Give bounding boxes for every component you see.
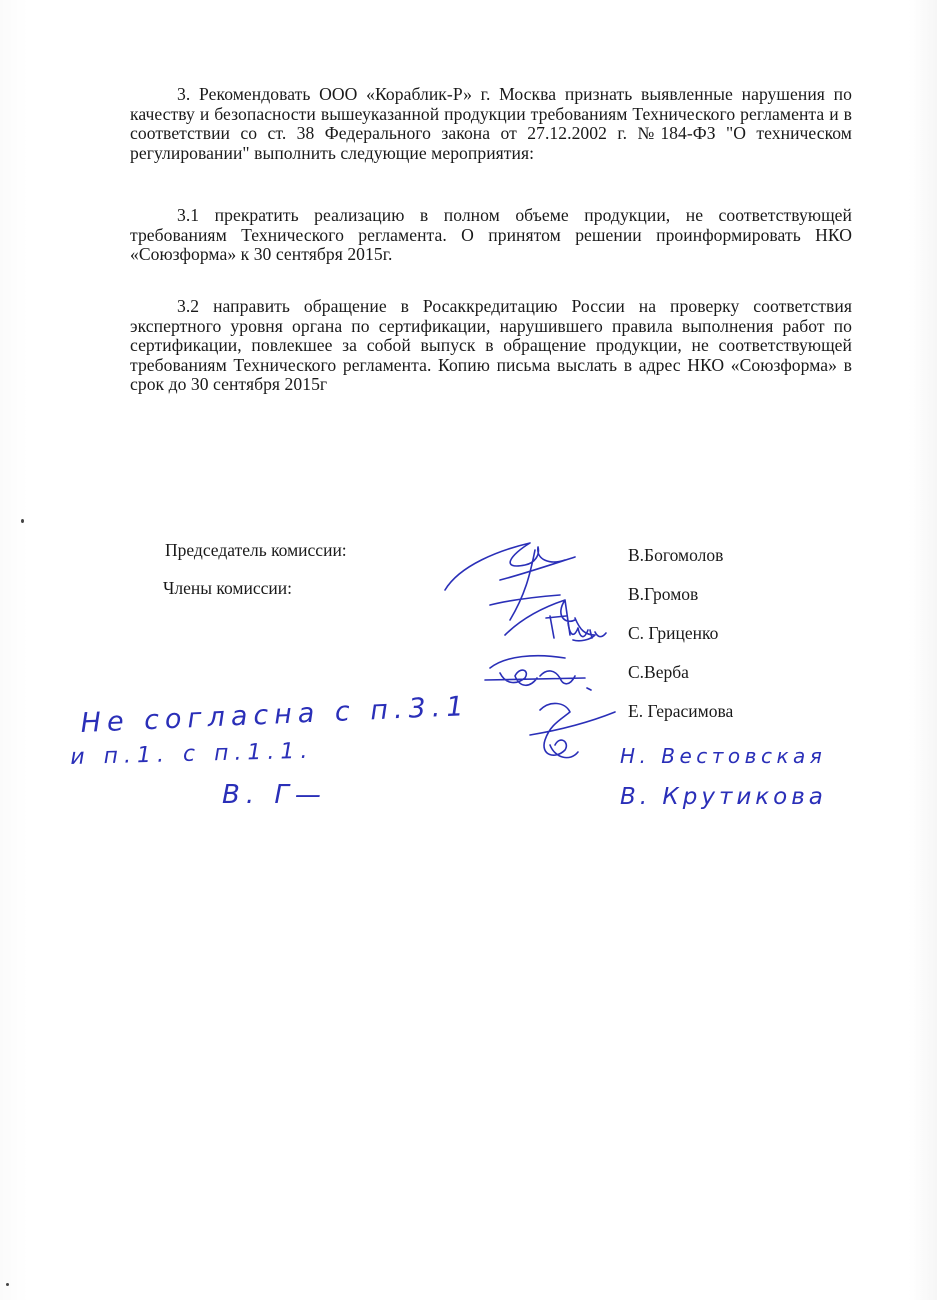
chairman-label: Председатель комиссии: bbox=[165, 540, 347, 560]
handwritten-dissent-line-2: и п.1. с п.1.1. bbox=[70, 738, 314, 770]
member-name-gromov: В.Громов bbox=[628, 584, 699, 604]
paragraph-3: 3. Рекомендовать ООО «Кораблик-Р» г. Москва признать выявленные нарушения по качеству и безопасности вышеуказанной продукции требованиям Технического регламента и в соответствии со ст. 38 Федерального закона от 27.12.2002 г. №184-ФЗ "О техническом регулировании" выполнить следующие мероприятия: bbox=[130, 84, 852, 163]
members-label: Члены комиссии: bbox=[163, 578, 292, 598]
paragraph-3-1: 3.1 прекратить реализацию в полном объеме продукции, не соответствующей требованиям Технического регламента. О принятом решении проинформировать НКО «Союзформа» к 30 сентября 2015г. bbox=[130, 205, 852, 264]
scan-speck bbox=[6, 1283, 9, 1286]
handwritten-member-vestovskaya: Н. Вестовская bbox=[620, 744, 827, 768]
handwritten-dissent-signature: В. Г— bbox=[222, 780, 327, 810]
member-name-bogomolov: В.Богомолов bbox=[628, 545, 724, 565]
scan-speck bbox=[21, 519, 24, 523]
signature-gerasimova bbox=[510, 690, 620, 770]
member-name-gerasimova: Е. Герасимова bbox=[628, 701, 734, 721]
member-name-gritsenko: С. Гриценко bbox=[628, 623, 719, 643]
handwritten-member-krutikova: В. Крутикова bbox=[620, 784, 827, 810]
member-name-verba: С.Верба bbox=[628, 662, 689, 682]
paragraph-3-2: 3.2 направить обращение в Росаккредитацию России на проверку соответствия экспертного уровня органа по сертификации, нарушившего правила выполнения работ по сертификации, повлекшее за собой выпуск в обращение продукции, не соответствующей требованиям Технического регламента. Копию письма выслать в адрес НКО «Союзформа» в срок до 30 сентября 2015г bbox=[130, 296, 852, 394]
handwritten-dissent-line-1: Не согласна с п.3.1 bbox=[80, 691, 471, 739]
signature-gritsenko bbox=[540, 608, 620, 648]
